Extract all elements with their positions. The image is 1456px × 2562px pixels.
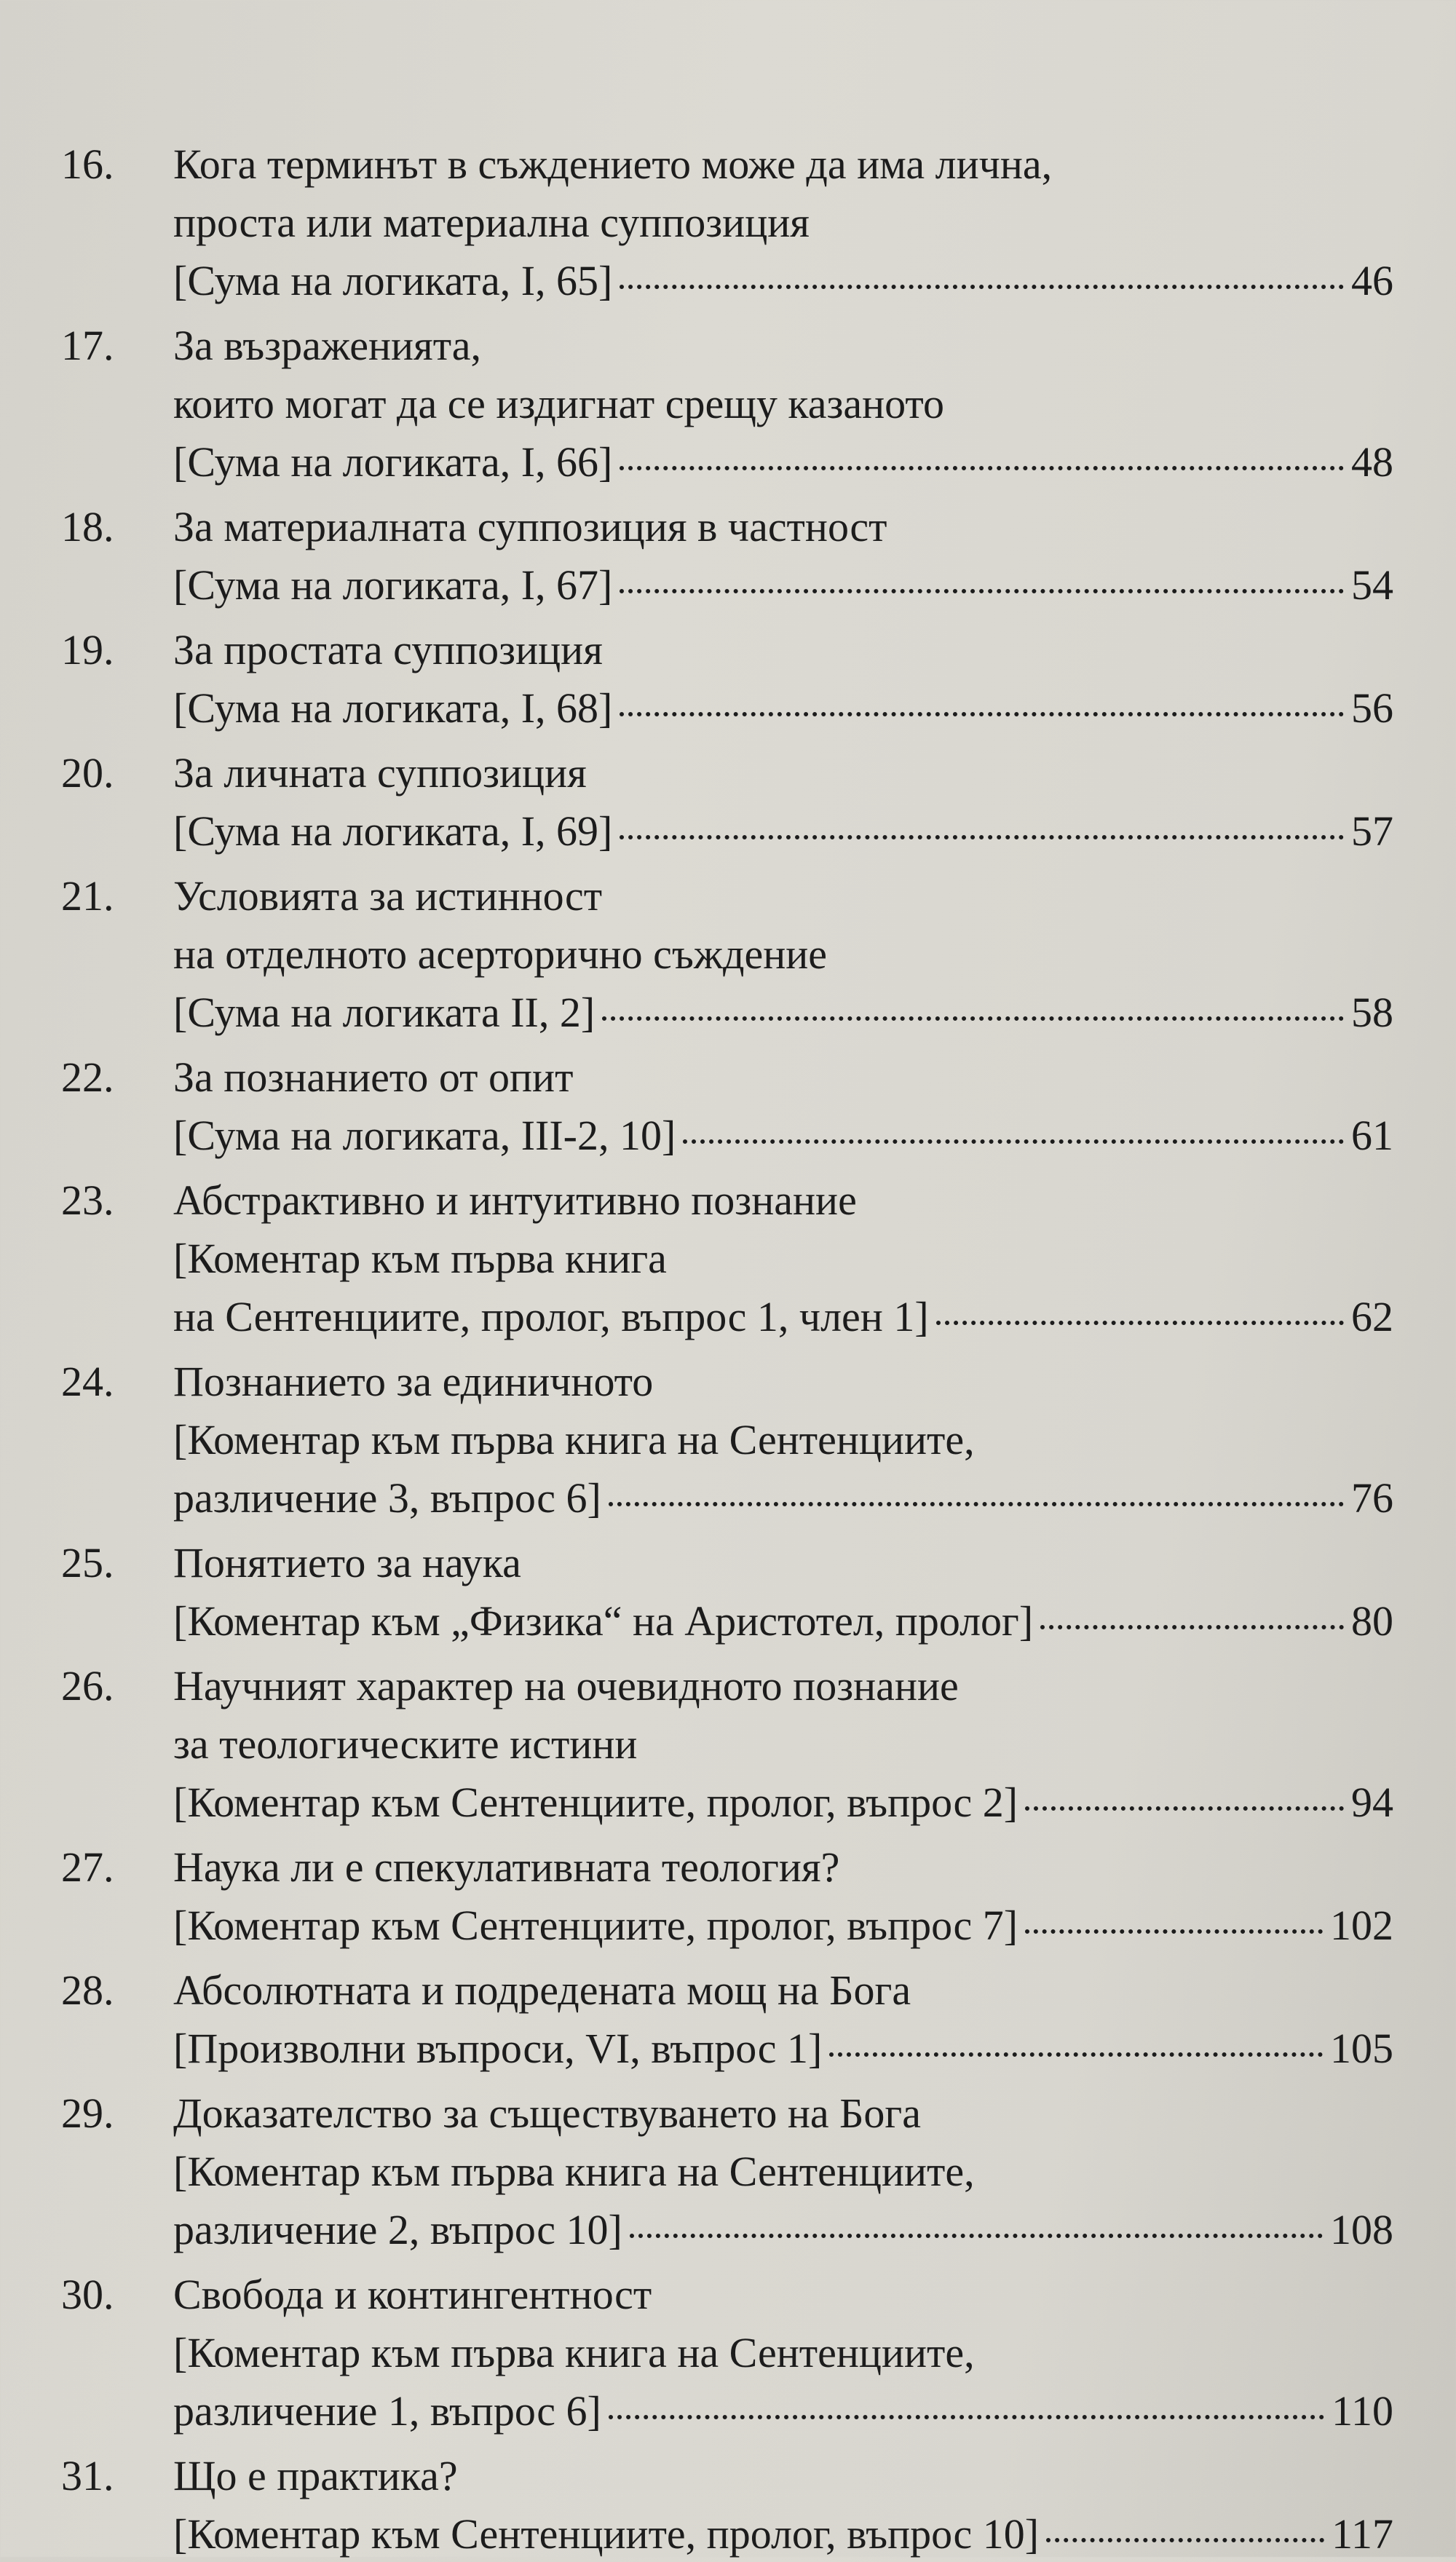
entry-number: 26. (61, 1662, 114, 1709)
entry-title-line: Условията за истинност (173, 872, 603, 920)
entry-number: 25. (61, 1539, 114, 1586)
entry-source-row (173, 2384, 1393, 2439)
entry-source: [Сума на логиката, III-2, 10] (173, 1112, 676, 1159)
page-number: 58 (1351, 989, 1393, 1036)
entry-number: 21. (61, 872, 114, 920)
entry-number: 16. (61, 141, 114, 188)
entry-source: различение 1, въпрос 6] (173, 2387, 601, 2435)
dot-leader (1040, 1618, 1344, 1629)
dot-leader (620, 277, 1344, 289)
entry-title-line: Абстрактивно и интуитивно познание (173, 1177, 857, 1224)
entry-source: [Коментар към Сентенциите, пролог, въпрос 2] (173, 1779, 1018, 1826)
entry-title-line: Понятието за наука (173, 1539, 521, 1586)
page-number: 54 (1351, 561, 1393, 609)
page-number: 76 (1351, 1474, 1393, 1522)
entry-title-line: Доказателство за съществуването на Бога (173, 2089, 921, 2137)
entry-source: [Коментар към Сентенциите, пролог, въпрос 10] (173, 2510, 1040, 2558)
entry-title-line: [Коментар към първа книга на Сентенциите, (173, 1416, 975, 1463)
entry-source-row (173, 253, 1393, 309)
dot-leader (630, 2226, 1323, 2238)
entry-source-row (173, 1471, 1393, 1526)
entry-number: 18. (61, 503, 114, 550)
entry-title-line: [Коментар към първа книга на Сентенциите, (173, 2148, 975, 2195)
entry-source-row (173, 681, 1393, 736)
dot-leader (1025, 1922, 1323, 1934)
dot-leader (620, 828, 1344, 839)
entry-number: 23. (61, 1177, 114, 1224)
entry-number: 31. (61, 2452, 114, 2499)
entry-source-row (173, 1108, 1393, 1163)
entry-title-line: За материалната суппозиция в частност (173, 503, 887, 550)
entry-source-row (173, 2202, 1393, 2258)
entry-source: [Сума на логиката, I, 66] (173, 438, 613, 486)
entry-title-line: За личната суппозиция (173, 749, 587, 796)
entry-title-line: за теологическите истини (173, 1720, 638, 1768)
page-number: 117 (1332, 2510, 1393, 2558)
entry-title-line: Що е практика? (173, 2452, 458, 2499)
entry-source: различение 2, въпрос 10] (173, 2206, 622, 2253)
entry-number: 19. (61, 626, 114, 673)
dot-leader (620, 459, 1344, 470)
entry-title-line: Абсолютната и подредената мощ на Бога (173, 1966, 911, 2014)
entry-title-line: Наука ли е спекулативната теология? (173, 1843, 840, 1891)
entry-source-row (173, 985, 1393, 1040)
page-number: 61 (1351, 1112, 1393, 1159)
dot-leader (602, 1009, 1344, 1021)
entry-source-row (173, 2507, 1393, 2562)
entry-title-line: [Коментар към първа книга на Сентенциите, (173, 2329, 975, 2376)
entry-source-row (173, 1775, 1393, 1830)
entry-source-row (173, 435, 1393, 490)
entry-source: [Произволни въпроси, VI, въпрос 1] (173, 2025, 823, 2072)
entry-title-line: на отделното асерторично съждение (173, 930, 828, 978)
entry-source: различение 3, въпрос 6] (173, 1474, 601, 1522)
dot-leader (620, 582, 1344, 593)
entry-source: [Коментар към „Физика“ на Аристотел, пролог] (173, 1597, 1034, 1645)
entry-source-row (173, 1898, 1393, 1953)
page-number: 102 (1330, 1902, 1393, 1949)
entry-title-line: За простата суппозиция (173, 626, 603, 673)
dot-leader (1046, 2531, 1324, 2542)
page-number: 56 (1351, 684, 1393, 732)
page-number: 46 (1351, 257, 1393, 304)
entry-number: 20. (61, 749, 114, 796)
entry-source-row (173, 2021, 1393, 2076)
entry-title-line: За възраженията, (173, 322, 481, 369)
dot-leader (936, 1313, 1344, 1325)
dot-leader (829, 2045, 1323, 2057)
dot-leader (620, 705, 1344, 716)
entry-title-line: Свобода и контингентност (173, 2271, 652, 2318)
entry-number: 28. (61, 1966, 114, 2014)
entry-source: [Сума на логиката, I, 68] (173, 684, 613, 732)
entry-number: 17. (61, 322, 114, 369)
page-number: 108 (1330, 2206, 1393, 2253)
page-number: 80 (1351, 1597, 1393, 1645)
entry-source: [Сума на логиката, I, 67] (173, 561, 613, 609)
page-number: 105 (1330, 2025, 1393, 2072)
entry-title-line: За познанието от опит (173, 1053, 574, 1101)
entry-number: 22. (61, 1053, 114, 1101)
entry-title-line: които могат да се издигнат срещу казаното (173, 380, 944, 427)
entry-number: 30. (61, 2271, 114, 2318)
entry-title-line: Познанието за единичното (173, 1358, 654, 1405)
entry-number: 27. (61, 1843, 114, 1891)
dot-leader (1025, 1799, 1344, 1811)
dot-leader (683, 1132, 1344, 1144)
entry-title-line: [Коментар към първа книга (173, 1235, 667, 1282)
entry-number: 29. (61, 2089, 114, 2137)
entry-source-row (173, 804, 1393, 859)
dot-leader (609, 1495, 1344, 1506)
entry-title-line: Кога терминът в съждението може да има лична, (173, 141, 1053, 188)
entry-source: [Коментар към Сентенциите, пролог, въпрос 7] (173, 1902, 1018, 1949)
entry-source-row (173, 1594, 1393, 1649)
entry-title-line: Научният характер на очевидното познание (173, 1662, 959, 1709)
page-number: 110 (1332, 2387, 1393, 2435)
entry-source: [Сума на логиката, I, 65] (173, 257, 613, 304)
page-number: 62 (1351, 1293, 1393, 1340)
entry-source: [Сума на логиката II, 2] (173, 989, 596, 1036)
page-number: 57 (1351, 807, 1393, 855)
entry-source-row (173, 1289, 1393, 1345)
entry-source: [Сума на логиката, I, 69] (173, 807, 613, 855)
entry-source: на Сентенциите, пролог, въпрос 1, член 1] (173, 1293, 929, 1340)
entry-number: 24. (61, 1358, 114, 1405)
page-number: 94 (1351, 1779, 1393, 1826)
page-number: 48 (1351, 438, 1393, 486)
entry-source-row (173, 558, 1393, 613)
dot-leader (609, 2408, 1324, 2419)
entry-title-line: проста или материална суппозиция (173, 199, 810, 246)
